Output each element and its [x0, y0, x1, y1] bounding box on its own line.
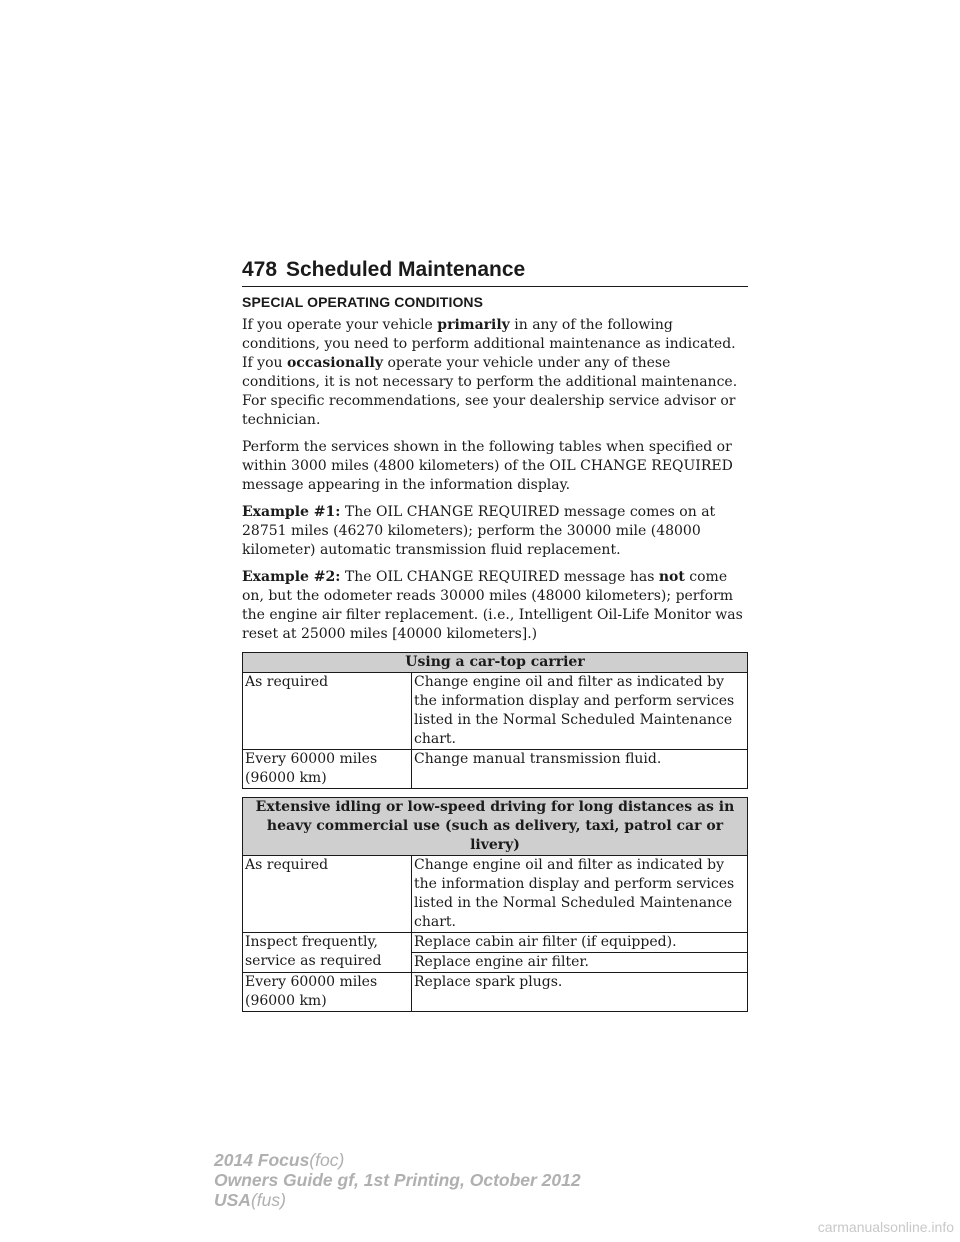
- footer-model: 2014 Focus: [214, 1150, 310, 1170]
- intro-text-1: If you operate your vehicle: [242, 317, 438, 333]
- table-cell-when: As required: [243, 856, 412, 933]
- page-content: [242, 294, 748, 1012]
- intro-bold-primarily: primarily: [437, 317, 510, 333]
- example-2-bold-not: not: [658, 569, 685, 585]
- table-cell-action: Replace cabin air filter (if equipped).: [412, 933, 748, 953]
- table-cell-action: Change engine oil and filter as indicated by the information display and perform services listed in the Normal Scheduled Maintenance chart.: [412, 856, 748, 933]
- footer-model-code: (foc): [309, 1150, 345, 1170]
- table-row: [243, 673, 748, 750]
- example-2-text-1: The OIL CHANGE REQUIRED message has: [340, 569, 659, 585]
- perform-paragraph: Perform the services shown in the following tables when specified or within 3000 miles (4800 kilometers) of the OIL CHANGE REQUIRED message appearing in the information display.: [242, 439, 733, 493]
- example-1-paragraph: [242, 503, 748, 560]
- watermark-text: carmanualsonline.info: [817, 1219, 954, 1235]
- table-cell-when: As required: [243, 673, 412, 750]
- example-1-text: The OIL CHANGE REQUIRED message comes on at 28751 miles (46270 kilometers); perform the 30000 mile (48000 kilometer) automatic transmission fluid replacement.: [242, 504, 716, 558]
- table-heading: Extensive idling or low-speed driving for long distances as in heavy commercial use (such as delivery, taxi, patrol car or livery): [243, 798, 748, 856]
- intro-bold-occasionally: occasionally: [286, 355, 383, 371]
- footer-line-3: [214, 1190, 581, 1210]
- car-top-carrier-table: [242, 652, 748, 789]
- section-heading: SPECIAL OPERATING CONDITIONS: [242, 294, 484, 310]
- table-cell-action: Change manual transmission fluid.: [412, 750, 748, 789]
- table-cell-when: Every 60000 miles (96000 km): [243, 750, 412, 789]
- intro-text-2: in any of the following conditions, you need to perform additional maintenance as indicated. If you: [242, 317, 736, 371]
- page-header: [242, 256, 748, 287]
- example-2-text-2: come on, but the odometer reads 30000 miles (48000 kilometers); perform the engine air filter replacement. (i.e., Intelligent Oil-Life Monitor was reset at 25000 miles [40000 kilometers].): [242, 569, 743, 642]
- footer-line-1: [214, 1150, 581, 1170]
- page-number: 478: [242, 258, 278, 281]
- chapter-title: Scheduled Maintenance: [286, 258, 526, 281]
- table-cell-action: Replace spark plugs.: [412, 973, 748, 1012]
- table-cell-action: Replace engine air filter.: [412, 953, 748, 973]
- table-cell-action: Change engine oil and filter as indicated by the information display and perform services listed in the Normal Scheduled Maintenance chart.: [412, 673, 748, 750]
- intro-paragraph: [242, 316, 748, 430]
- table-row: [243, 856, 748, 933]
- table-row: [243, 933, 748, 953]
- table-cell-when: Every 60000 miles (96000 km): [243, 973, 412, 1012]
- example-2-label: Example #2:: [242, 569, 341, 585]
- page-footer: [214, 1150, 581, 1210]
- table-row: [243, 973, 748, 1012]
- table-heading: Using a car-top carrier: [243, 653, 748, 673]
- footer-market-code: (fus): [250, 1190, 286, 1210]
- table-row: [243, 750, 748, 789]
- table-cell-when: Inspect frequently, service as required: [243, 933, 412, 973]
- footer-line-2: Owners Guide gf, 1st Printing, October 2012: [214, 1170, 581, 1190]
- intro-text-3: operate your vehicle under any of these conditions, it is not necessary to perform the additional maintenance. For specific recommendations, see your dealership service advisor or technician.: [242, 355, 738, 428]
- example-2-paragraph: [242, 568, 748, 644]
- extensive-idling-table: [242, 797, 748, 1012]
- footer-market: USA: [214, 1190, 251, 1210]
- example-1-label: Example #1:: [242, 504, 341, 520]
